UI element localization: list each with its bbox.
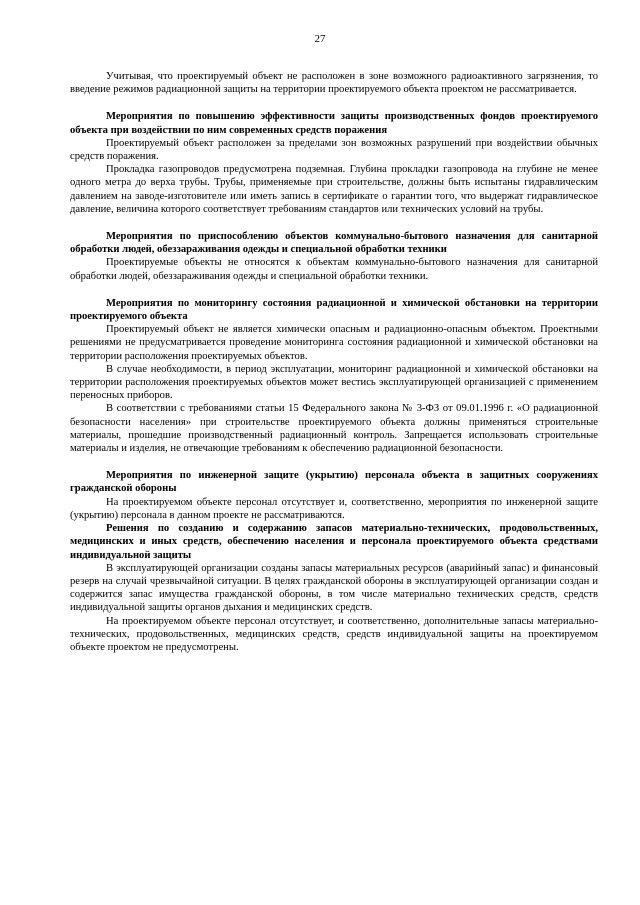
section-heading: Мероприятия по приспособлению объектов коммунально-бытового назначения для санитарной обработки людей, обеззараживания одежды и специальной обработки техники bbox=[70, 231, 598, 256]
paragraph: В случае необходимости, в период эксплуатации, мониторинг радиационной и химической обстановки на территории расположения проектируемых объектов может вестись эксплуатирующей организацией с применением переносных приборов. bbox=[70, 363, 598, 402]
page-number: 27 bbox=[314, 33, 326, 45]
paragraph: Проектируемый объект не является химически опасным и радиационно-опасным объектом. Проектными решениями не предусматривается проведение мониторинга состояния радиационной и химической обстановки на территории расположения проектируемых объектов. bbox=[70, 324, 598, 362]
paragraph: В эксплуатирующей организации созданы запасы материальных ресурсов (аварийный запас) и финансовый резерв на случай чрезвычайной ситуации. В целях гражданской обороны в эксплуатирующей организации создан и содержится запас имущества гражданской обороны, в том числе материально технических средств, средств индивидуальной защиты органов дыхания и медицинских средств. bbox=[70, 562, 598, 614]
page-content bbox=[70, 70, 598, 654]
paragraph: В соответствии с требованиями статьи 15 Федерального закона № 3-ФЗ от 09.01.1996 г. «О радиационной безопасности населения» при строительстве проектируемого объекта должны применяться строительные материалы, прошедшие производственный радиационный контроль. Запрещается использовать строительные материалы и изделия, не отвечающие требованиям к обеспечению радиационной безопасности. bbox=[70, 403, 598, 455]
paragraph: Прокладка газопроводов предусмотрена подземная. Глубина прокладки газопровода на глубине не менее одного метра до верха трубы. Трубы, применяемые при строительстве, должны быть испытаны гидравлическим давлением на заводе-изготовителе или иметь запись в сертификате о гарантии того, что выдержат гидравлическое давление, величина которого соответствует требованиям стандартов или технических условий на трубы. bbox=[70, 164, 598, 215]
paragraph: Проектируемый объект расположен за пределами зон возможных разрушений при воздействии обычных средств поражения. bbox=[70, 137, 598, 163]
section-heading: Мероприятия по повышению эффективности защиты производственных фондов проектируемого объекта при воздействии по ним современных средств поражения bbox=[70, 111, 598, 136]
section-gap bbox=[70, 455, 598, 469]
paragraph: На проектируемом объекте персонал отсутствует и, соответственно, мероприятия по инженерной защите (укрытию) персонала в данном проекте не рассматриваются. bbox=[70, 496, 598, 521]
section-gap bbox=[70, 283, 598, 297]
paragraph: Учитывая, что проектируемый объект не расположен в зоне возможного радиоактивного загрязнения, то введение режимов радиационной защиты на территории проектируемого объекта проектом не рассматривается. bbox=[70, 71, 598, 96]
section-heading: Мероприятия по мониторингу состояния радиационной и химической обстановки на территории проектируемого объекта bbox=[70, 297, 598, 323]
section-heading: Мероприятия по инженерной защите (укрытию) персонала объекта в защитных сооружениях гражданской обороны bbox=[70, 470, 598, 495]
paragraph: Проектируемые объекты не относятся к объектам коммунально-бытового назначения для санитарной обработки людей, обеззараживания одежды и специальной обработки техники. bbox=[70, 257, 598, 282]
section-heading: Решения по созданию и содержанию запасов материально-технических, продовольственных, медицинских и иных средств, обеспечению населения и персонала проектируемого объекта средствами индивидуальной защиты bbox=[70, 523, 598, 561]
paragraph: На проектируемом объекте персонал отсутствует, и соответственно, дополнительные запасы материально-технических, продовольственных, медицинских средств, средств индивидуальной защиты на проектируемом объекте проектом не предусмотрены. bbox=[70, 615, 598, 653]
section-gap bbox=[70, 96, 598, 110]
section-gap bbox=[70, 216, 598, 230]
